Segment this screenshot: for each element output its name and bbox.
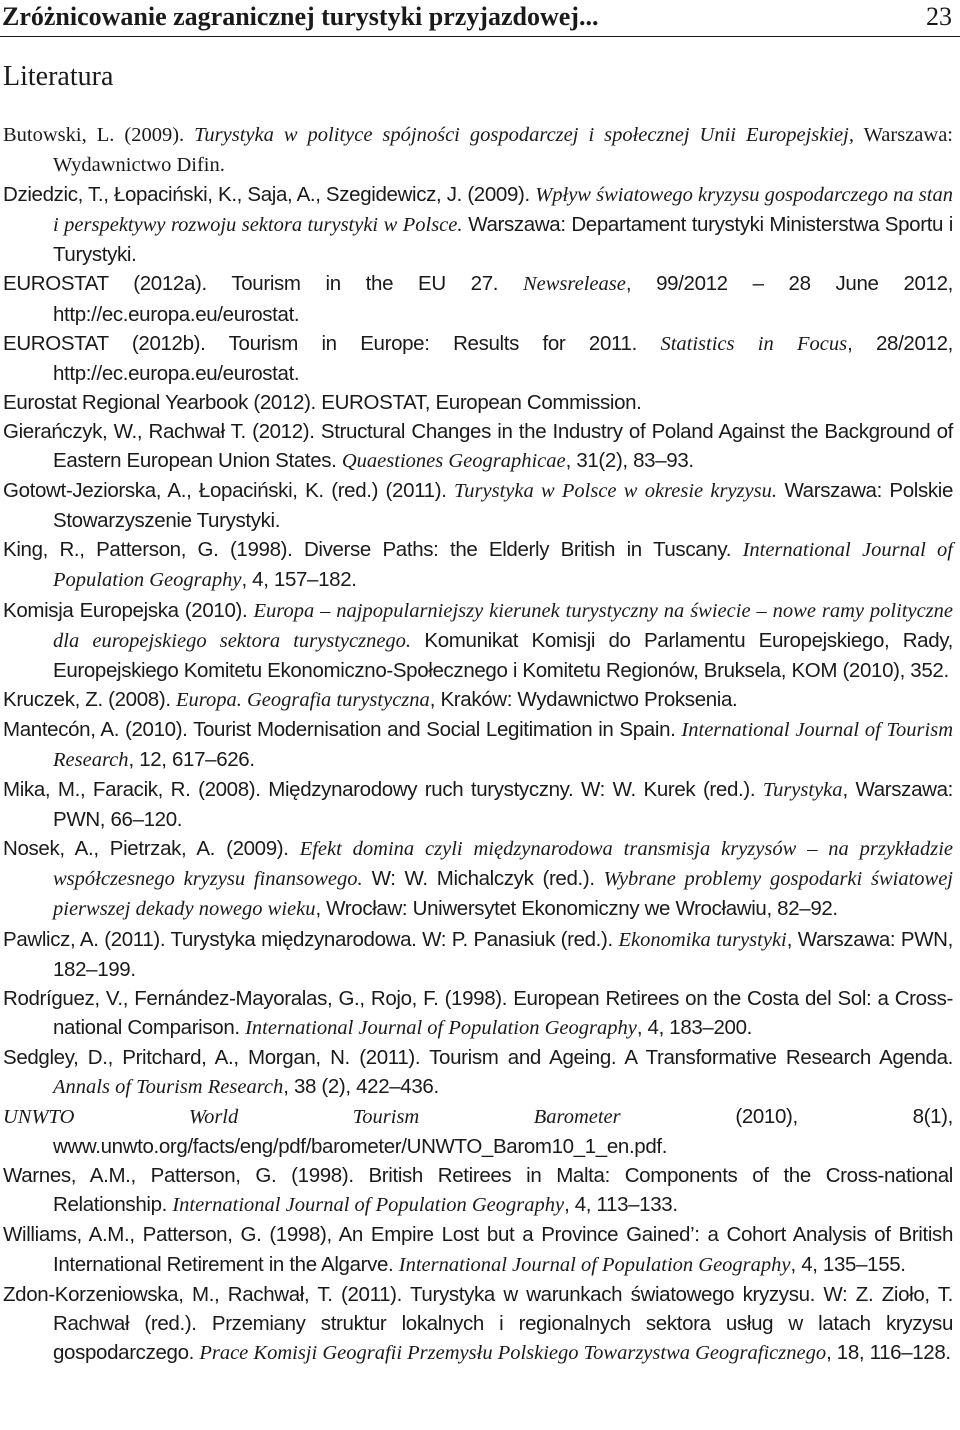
reference-item xyxy=(3,1280,953,1368)
reference-text: Kruczek, Z. (2008). xyxy=(3,687,177,711)
reference-title-italic: Wpływ światowego kryzysu gospodarczego na stan i perspektywy rozwoju sektora turystyki w Polsce. xyxy=(53,184,953,237)
reference-text: , 99/2012 – 28 June 2012, http://ec.europa.eu/eurostat. xyxy=(53,272,954,326)
reference-title-italic: International Journal of Population Geography xyxy=(53,539,953,592)
reference-text: , 28/2012, http://ec.europa.eu/eurostat. xyxy=(53,331,953,385)
reference-text: , Kraków: Wydawnictwo Proksenia. xyxy=(429,687,738,711)
reference-text: EUROSTAT (2012a). Tourism in the EU 27. xyxy=(3,272,523,296)
reference-item xyxy=(3,984,953,1043)
reference-text: Mika, M., Faracik, R. (2008). Międzynarodowy ruch turystyczny. W: W. Kurek (red.). xyxy=(3,778,763,802)
reference-title-italic: Turystyka w Polsce w okresie kryzysu. xyxy=(454,480,777,503)
reference-list xyxy=(3,120,953,1368)
reference-text: Gierańczyk, W., Rachwał T. (2012). Structural Changes in the Industry of Poland Against the Background of Eastern European Union States. xyxy=(3,419,953,473)
reference-title-italic: Prace Komisji Geografii Przemysłu Polskiego Towarzystwa Geograficznego xyxy=(199,1341,827,1364)
reference-item xyxy=(3,388,953,417)
reference-item xyxy=(3,476,953,535)
reference-title-italic: Turystyka w polityce spójności gospodarczej i społecznej Unii Europejskiej, xyxy=(194,124,854,146)
reference-text: EUROSTAT (2012b). Tourism in Europe: Results for 2011. xyxy=(3,331,661,355)
reference-text: Eurostat Regional Yearbook (2012). EUROSTAT, European Commission. xyxy=(3,390,642,414)
reference-text: Butowski, L. (2009). xyxy=(3,124,195,146)
page-number: 23 xyxy=(926,2,952,31)
reference-title-italic: UNWTO World Tourism Barometer xyxy=(3,1106,621,1129)
reference-item xyxy=(3,329,953,388)
reference-title-italic: Newsrelease xyxy=(522,273,626,296)
reference-text: Zdon-Korzeniowska, M., Rachwał, T. (2011). Turystyka w warunkach światowego kryzysu. W: Z. Zioło, T. Rachwał (red.). Przemiany struktur lokalnych i regionalnych sektora usług w latach kryzysu gospodarczego. xyxy=(3,1282,953,1364)
reference-item xyxy=(3,120,953,180)
reference-text: , 38 (2), 422–436. xyxy=(283,1075,439,1098)
reference-text: W: W. Michalczyk (red.). xyxy=(362,867,604,891)
reference-text: , 12, 617–626. xyxy=(128,747,255,771)
reference-title-italic: Statistics in Focus xyxy=(660,332,848,355)
reference-text: , Wrocław: Uniwersytet Ekonomiczny we Wrocławiu, 82–92. xyxy=(315,897,838,921)
reference-title-italic: International Journal of Population Geography xyxy=(172,1194,565,1217)
reference-text: , 4, 113–133. xyxy=(564,1193,678,1217)
reference-item xyxy=(3,685,953,715)
reference-title-italic: Annals of Tourism Research xyxy=(53,1076,284,1098)
reference-text: , 4, 135–155. xyxy=(790,1252,906,1276)
reference-item xyxy=(3,715,953,775)
reference-title-italic: Turystyka xyxy=(762,779,843,802)
reference-text: Nosek, A., Pietrzak, A. (2009). xyxy=(3,837,300,861)
reference-text: , 18, 116–128. xyxy=(826,1340,951,1364)
reference-item xyxy=(3,925,953,984)
reference-title-italic: Europa – najpopularniejszy kierunek turystyczny na świecie – nowe ramy polityczne dla europejskiego sektora turystycznego. xyxy=(53,599,954,652)
reference-item xyxy=(3,180,953,269)
reference-text: , Warszawa: PWN, 182–199. xyxy=(53,927,953,981)
reference-text: Komunikat Komisji do Parlamentu Europejskiego, Rady, Europejskiego Komitetu Ekonomiczno-Społecznego i Komitetu Regionów, Bruksela, KOM (2010), 352. xyxy=(53,628,953,682)
reference-item xyxy=(3,834,953,924)
reference-title-italic: International Journal of Population Geography xyxy=(398,1253,791,1276)
reference-item xyxy=(3,269,953,328)
reference-item xyxy=(3,775,953,834)
reference-text: Gotowt-Jeziorska, A., Łopaciński, K. (red.) (2011). xyxy=(3,479,455,503)
reference-text: King, R., Patterson, G. (1998). Diverse Paths: the Elderly British in Tuscany. xyxy=(3,538,743,562)
section-title: Literatura xyxy=(3,61,114,92)
reference-title-italic: Ekonomika turystyki xyxy=(618,928,787,951)
reference-item xyxy=(3,417,953,476)
reference-text: , 31(2), 83–93. xyxy=(565,449,694,473)
reference-item xyxy=(3,1102,953,1161)
running-title: Zróżnicowanie zagranicznej turystyki przyjazdowej... xyxy=(2,2,599,31)
reference-text: , Warszawa: PWN, 66–120. xyxy=(53,778,953,832)
reference-text: Warszawa: Departament turystyki Ministerstwa Sportu i Turystyki. xyxy=(53,213,953,267)
reference-text: , 4, 157–182. xyxy=(241,568,357,592)
reference-text: Dziedzic, T., Łopaciński, K., Saja, A., Szegidewicz, J. (2009). xyxy=(3,183,536,207)
reference-item xyxy=(3,1043,953,1102)
reference-item xyxy=(3,1220,953,1279)
reference-text: Warszawa: Wydawnictwo Difin. xyxy=(53,124,953,177)
reference-item xyxy=(3,535,953,595)
reference-text: Rodríguez, V., Fernández-Mayoralas, G., Rojo, F. (1998). European Retirees on the Costa del Sol: a Cross-national Comparison. xyxy=(3,986,953,1039)
reference-item xyxy=(3,596,953,685)
reference-text: Komisja Europejska (2010). xyxy=(3,598,254,622)
reference-text: Warnes, A.M., Patterson, G. (1998). British Retirees in Malta: Components of the Cross-national Relationship. xyxy=(3,1164,953,1217)
reference-text: Mantecón, A. (2010). Tourist Modernisation and Social Legitimation in Spain. xyxy=(3,717,682,741)
reference-text: (2010), 8(1), www.unwto.org/facts/eng/pdf/barometer/UNWTO_Barom10_1_en.pdf. xyxy=(53,1105,953,1159)
reference-title-italic: Wybrane problemy gospodarki światowej pierwszej dekady nowego wieku xyxy=(53,868,953,921)
reference-title-italic: Europa. Geografia turystyczna xyxy=(176,688,430,711)
reference-title-italic: International Journal of Tourism Research xyxy=(53,718,953,771)
reference-text: , 4, 183–200. xyxy=(636,1015,752,1039)
reference-title-italic: Efekt domina czyli międzynarodowa transmisja kryzysów – na przykładzie współczesnego kryzysu finansowego. xyxy=(53,838,954,891)
reference-title-italic: Quaestiones Geographicae xyxy=(341,450,566,473)
reference-text: Warszawa: Polskie Stowarzyszenie Turystyki. xyxy=(53,479,954,533)
reference-item xyxy=(3,1161,953,1220)
reference-text: Williams, A.M., Patterson, G. (1998), An Empire Lost but a Province Gained’: a Cohort Analysis of British International Retirement in the Algarve. xyxy=(3,1223,953,1276)
reference-title-italic: International Journal of Population Geography xyxy=(245,1016,637,1039)
reference-text: Pawlicz, A. (2011). Turystyka międzynarodowa. W: P. Panasiuk (red.). xyxy=(3,927,619,951)
running-head xyxy=(0,0,960,37)
reference-text: Sedgley, D., Pritchard, A., Morgan, N. (2011). Tourism and Ageing. A Transformative Research Agenda. xyxy=(3,1045,953,1069)
